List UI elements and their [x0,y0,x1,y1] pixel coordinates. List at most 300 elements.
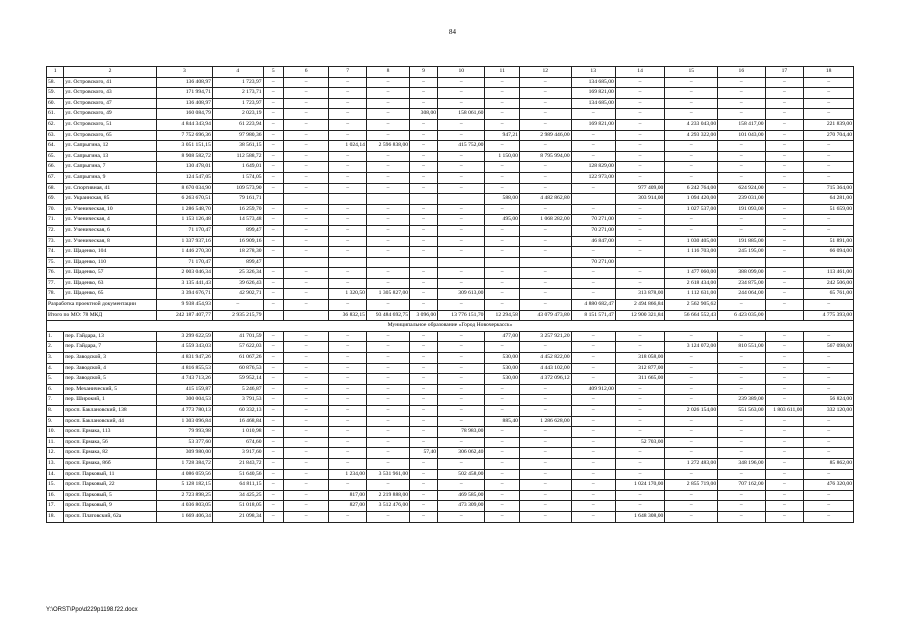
value-cell: – [765,268,804,279]
value-cell: – [571,141,615,152]
value-cell: 124 547,05 [156,172,212,183]
column-number-header: 5 [263,67,283,78]
value-cell [410,257,438,268]
row-number: 75. [47,257,64,268]
value-cell: – [329,395,367,406]
value-cell: – [410,215,438,226]
value-cell: – [410,395,438,406]
value-cell: – [718,331,765,342]
value-cell: – [571,363,615,374]
value-cell: – [410,490,438,501]
value-cell [615,257,665,268]
value-cell: 4 293 322,00 [665,130,718,141]
value-cell: – [519,109,571,120]
value-cell: 1 648 308,00 [615,511,665,522]
value-cell: 3 394 676,71 [156,289,212,300]
value-cell: 2 562 905,62 [665,300,718,311]
value-cell: – [765,183,804,194]
address-cell: просп. Парковый, 22 [64,480,157,491]
value-cell: 51 891,00 [804,236,854,247]
value-cell: 8 151 571,47 [571,310,615,321]
column-number-header: 16 [718,67,765,78]
value-cell: – [329,204,367,215]
value-cell: – [329,172,367,183]
value-cell: – [438,130,485,141]
value-cell: – [438,331,485,342]
value-cell: 239 389,00 [718,395,765,406]
value-cell: – [263,119,283,130]
value-cell: – [765,511,804,522]
value-cell: 1 030 405,00 [665,236,718,247]
value-cell: – [765,141,804,152]
address-cell: просп. Платовский, 62а [64,511,157,522]
row-number: 16. [47,490,64,501]
value-cell: – [485,141,519,152]
value-cell: 1 723,97 [212,98,263,109]
value-cell: – [485,247,519,258]
value-cell: 7 752 696,36 [156,130,212,141]
value-cell: – [519,511,571,522]
value-cell: – [571,278,615,289]
value-cell: – [284,437,329,448]
value-cell: 4 816 855,53 [156,363,212,374]
value-cell: – [366,278,409,289]
value-cell: 4 443 102,00 [519,363,571,374]
value-cell: – [284,77,329,88]
row-number: 77. [47,278,64,289]
value-cell [519,257,571,268]
value-cell: – [718,109,765,120]
row-number: 5. [47,374,64,385]
value-cell: 38 561,15 [212,141,263,152]
value-cell [366,257,409,268]
value-cell: – [615,236,665,247]
value-cell: – [366,268,409,279]
value-cell: 51 659,00 [804,204,854,215]
value-cell: – [519,141,571,152]
value-cell: – [718,384,765,395]
value-cell: – [665,77,718,88]
value-cell: – [665,501,718,512]
value-cell: – [284,300,329,311]
table-row [47,162,854,173]
value-cell: 134 685,00 [571,98,615,109]
table-row [47,289,854,300]
value-cell: 97 980,36 [212,130,263,141]
value-cell: – [718,300,765,311]
table-row [47,278,854,289]
value-cell: – [284,151,329,162]
data-table [46,66,854,523]
row-number: 60. [47,98,64,109]
value-cell: – [284,480,329,491]
table-row [47,511,854,522]
value-cell: – [263,204,283,215]
value-cell: – [765,215,804,226]
value-cell: – [366,353,409,364]
value-cell: – [571,331,615,342]
value-cell: 18 278,30 [212,247,263,258]
value-cell: 39 626,43 [212,278,263,289]
value-cell: – [366,204,409,215]
value-cell: – [263,458,283,469]
value-cell: – [765,109,804,120]
column-number-header: 8 [366,67,409,78]
value-cell: – [438,342,485,353]
value-cell: – [519,342,571,353]
value-cell: – [519,490,571,501]
value-cell: – [804,109,854,120]
value-cell [366,194,409,205]
value-cell: – [804,384,854,395]
value-cell: 21 098,34 [212,511,263,522]
value-cell: – [366,215,409,226]
value-cell: – [438,278,485,289]
value-cell: – [615,172,665,183]
value-cell: – [485,109,519,120]
table-row [47,353,854,364]
value-cell: – [571,247,615,258]
value-cell: 79 993,98 [156,427,212,438]
row-number: 2. [47,342,64,353]
value-cell: – [438,437,485,448]
value-cell: – [804,300,854,311]
value-cell [263,257,283,268]
value-cell: 16 909,16 [212,236,263,247]
value-cell: – [519,98,571,109]
value-cell: 1 477 060,00 [665,268,718,279]
value-cell: – [804,469,854,480]
address-cell: ул. Украинская, 85 [64,194,157,205]
value-cell: 473 309,00 [438,501,485,512]
table-row [47,427,854,438]
value-cell: – [571,374,615,385]
value-cell: 4 880 682,47 [571,300,615,311]
value-cell: 245 195,00 [718,247,765,258]
table-row [47,501,854,512]
value-cell: – [366,427,409,438]
address-cell: пер. Заводской, 3 [64,353,157,364]
value-cell: – [410,406,438,417]
value-cell: – [615,88,665,99]
value-cell: 70 271,00 [571,257,615,268]
address-cell: ул. Ученическая, 6 [64,225,157,236]
value-cell: – [366,395,409,406]
value-cell: 2 494 866,84 [615,300,665,311]
value-cell: 1 286 548,70 [156,204,212,215]
value-cell: 57,40 [410,448,438,459]
value-cell: – [718,437,765,448]
value-cell: – [410,98,438,109]
value-cell: 530,00 [485,353,519,364]
value-cell: 136 408,97 [156,98,212,109]
value-cell: – [438,363,485,374]
value-cell: – [665,109,718,120]
value-cell: – [485,342,519,353]
value-cell: – [284,469,329,480]
value-cell: 2 723 898,25 [156,490,212,501]
value-cell: – [263,469,283,480]
value-cell: 112 588,72 [212,151,263,162]
value-cell: 242 506,00 [804,278,854,289]
value-cell: 3 917,60 [212,448,263,459]
value-cell: – [485,268,519,279]
value-cell: – [263,342,283,353]
value-cell: – [485,406,519,417]
value-cell: – [263,490,283,501]
value-cell: 8 908 582,72 [156,151,212,162]
value-cell: 4 831 947,26 [156,353,212,364]
value-cell: 130 478,01 [156,162,212,173]
value-cell: – [485,448,519,459]
table-row [47,406,854,417]
value-cell: 502 458,00 [438,469,485,480]
value-cell: – [263,331,283,342]
value-cell: 71 170,47 [156,225,212,236]
row-number: 66. [47,162,64,173]
value-cell: – [615,427,665,438]
value-cell: – [804,511,854,522]
value-cell: – [665,427,718,438]
row-number: 4. [47,363,64,374]
value-cell: – [485,172,519,183]
value-cell: – [519,406,571,417]
value-cell: 65 761,00 [804,289,854,300]
value-cell: 409 912,00 [571,384,615,395]
address-cell: ул. Ученическая, 10 [64,204,157,215]
value-cell: 85 862,00 [804,458,854,469]
row-number: 10. [47,427,64,438]
value-cell: – [765,501,804,512]
address-cell: ул. Щаденко, 57 [64,268,157,279]
value-cell: – [804,490,854,501]
footer-file-path: Y:\ORST\Ppo\d229p1198.f22.docx [46,607,138,613]
value-cell: – [263,77,283,88]
value-cell: 388 099,00 [718,268,765,279]
value-cell: – [571,289,615,300]
row-number: 7. [47,395,64,406]
value-cell: – [804,98,854,109]
value-cell: – [804,225,854,236]
value-cell: – [410,172,438,183]
value-cell: – [284,130,329,141]
value-cell: 308,00 [410,109,438,120]
value-cell: – [329,151,367,162]
value-cell: 1 803 611,00 [765,406,804,417]
value-cell: – [438,406,485,417]
value-cell: – [284,289,329,300]
value-cell: 977 409,00 [615,183,665,194]
value-cell: 4 233 043,00 [665,119,718,130]
value-cell: 5 128 182,15 [156,480,212,491]
value-cell: – [519,88,571,99]
value-cell: – [615,215,665,226]
value-cell: – [615,130,665,141]
value-cell: – [665,395,718,406]
value-cell: – [366,77,409,88]
value-cell: – [263,427,283,438]
value-cell: – [718,448,765,459]
value-cell: – [366,162,409,173]
value-cell: – [263,268,283,279]
value-cell: – [438,374,485,385]
value-cell: – [410,119,438,130]
value-cell: – [765,77,804,88]
value-cell: – [329,247,367,258]
value-cell: 2 026 154,00 [665,406,718,417]
value-cell: 41 701,59 [212,331,263,342]
value-cell: – [665,469,718,480]
value-cell: – [665,215,718,226]
value-cell: – [615,204,665,215]
value-cell: – [329,437,367,448]
table-row [47,416,854,427]
value-cell: – [804,88,854,99]
value-cell: – [765,98,804,109]
value-cell: 1 305 827,00 [366,289,409,300]
address-cell: просп. Ермака, 56 [64,437,157,448]
value-cell: – [485,427,519,438]
value-cell: 495,00 [485,215,519,226]
value-cell: – [718,416,765,427]
value-cell: 191 093,00 [718,204,765,215]
value-cell: – [284,448,329,459]
value-cell: 1 094 420,00 [665,194,718,205]
value-cell: – [410,469,438,480]
address-cell: ул. Щаденко, 63 [64,278,157,289]
value-cell: 1 272 483,00 [665,458,718,469]
value-cell [438,257,485,268]
value-cell: – [438,98,485,109]
value-cell: – [263,98,283,109]
value-cell: – [366,342,409,353]
value-cell: – [519,480,571,491]
value-cell: 588,00 [485,194,519,205]
value-cell: – [615,458,665,469]
value-cell: – [329,130,367,141]
value-cell: – [718,77,765,88]
page-number: 84 [449,28,456,36]
table-row [47,268,854,279]
address-cell: просп. Ермака, 86б [64,458,157,469]
value-cell: – [366,151,409,162]
value-cell: – [665,437,718,448]
value-cell: – [438,225,485,236]
value-cell: 312 877,00 [615,363,665,374]
value-cell: – [665,151,718,162]
value-cell: 2 618 434,00 [665,278,718,289]
value-cell: – [438,511,485,522]
value-cell: 817,00 [329,490,367,501]
address-cell: просп. Парковый, 5 [64,490,157,501]
value-cell: – [571,416,615,427]
value-cell: – [438,77,485,88]
address-cell: пер. Гайдара, 7 [64,342,157,353]
value-cell: – [765,119,804,130]
value-cell: – [284,331,329,342]
value-cell: – [571,109,615,120]
value-cell [804,257,854,268]
value-cell: – [485,204,519,215]
value-cell: – [263,151,283,162]
value-cell: – [615,469,665,480]
value-cell: – [366,300,409,311]
value-cell: – [284,353,329,364]
value-cell: – [329,416,367,427]
value-cell: 36 832,15 [329,310,367,321]
value-cell: – [212,300,263,311]
value-cell: – [284,406,329,417]
value-cell: – [571,501,615,512]
value-cell: – [571,511,615,522]
column-number-header: 2 [64,67,157,78]
value-cell: – [366,225,409,236]
address-cell: ул. Островского, 49 [64,109,157,120]
value-cell: – [765,278,804,289]
value-cell [765,310,804,321]
value-cell: – [410,247,438,258]
value-cell: – [485,225,519,236]
value-cell: – [329,278,367,289]
value-cell: – [519,236,571,247]
value-cell: – [438,384,485,395]
value-cell: – [329,363,367,374]
value-cell: – [485,511,519,522]
value-cell: 53 377,60 [156,437,212,448]
row-number: 12. [47,448,64,459]
value-cell: – [284,247,329,258]
address-cell: ул. Ученическая, 4 [64,215,157,226]
value-cell: – [665,490,718,501]
value-cell: – [438,183,485,194]
value-cell: 2 596 838,00 [366,141,409,152]
column-number-header: 10 [438,67,485,78]
value-cell: – [329,331,367,342]
value-cell: 715 364,00 [804,183,854,194]
value-cell: – [329,98,367,109]
value-cell: – [615,141,665,152]
value-cell: – [263,406,283,417]
value-cell: 93 484 692,75 [366,310,409,321]
value-cell: 4 452 822,00 [519,353,571,364]
value-cell: – [329,215,367,226]
value-cell: – [410,342,438,353]
value-cell: 3 051 151,15 [156,141,212,152]
table-row [47,109,854,120]
value-cell: – [366,183,409,194]
value-cell: – [263,236,283,247]
value-cell: – [329,511,367,522]
table-row [47,183,854,194]
value-cell: – [519,162,571,173]
table-row [47,331,854,342]
value-cell [718,257,765,268]
row-number: 69. [47,194,64,205]
value-cell: – [329,427,367,438]
value-cell: – [519,289,571,300]
value-cell [329,257,367,268]
value-cell: – [410,225,438,236]
table-row [47,130,854,141]
value-cell: – [665,98,718,109]
row-number: 65. [47,151,64,162]
value-cell: 306 062,40 [438,448,485,459]
value-cell: 42 902,71 [212,289,263,300]
address-cell: пер. Заводской, 4 [64,363,157,374]
value-cell: – [519,501,571,512]
value-cell: – [329,353,367,364]
value-cell: – [329,225,367,236]
